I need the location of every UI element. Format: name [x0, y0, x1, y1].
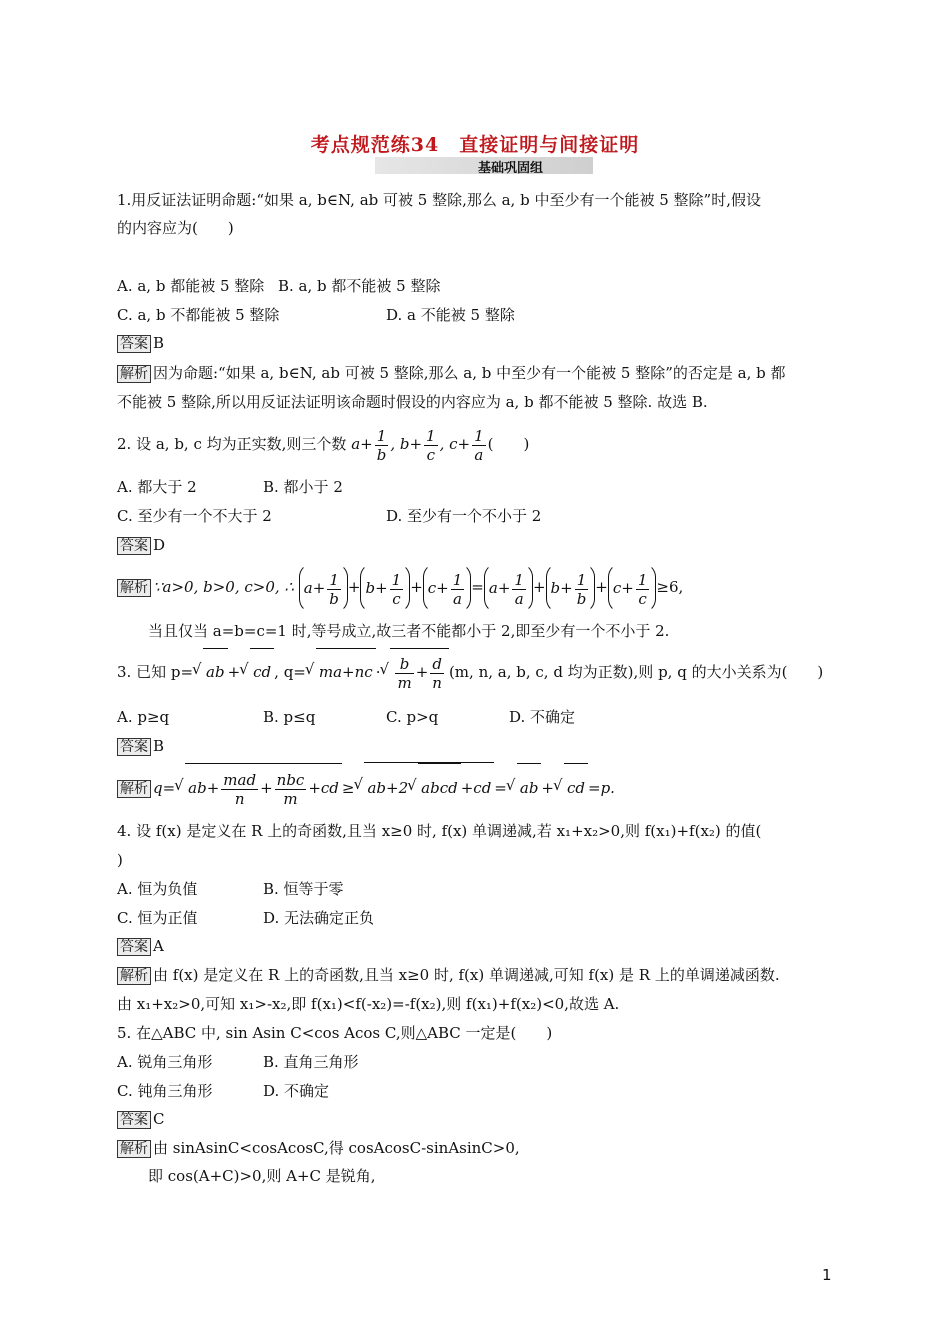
- q2-an-frac2-num: 1: [391, 570, 402, 589]
- q2-an-frac2-den: c: [392, 589, 401, 608]
- page-title: 考点规范练34 直接证明与间接证明: [310, 134, 640, 156]
- q3-frac-b: [395, 655, 413, 692]
- q4-answer: [117, 936, 164, 956]
- q2-an-frac5: [575, 571, 589, 608]
- q5-option-d: D. 不确定: [263, 1082, 330, 1100]
- q3-frac-b-den: m: [397, 673, 412, 692]
- q2-analysis-line2: 当且仅当 a=b=c=1 时,等号成立,故三者不能都小于 2,即至少有一个不小于 2.: [148, 622, 670, 640]
- q5-answer-value: C: [153, 1110, 165, 1128]
- q2-frac3-den: a: [474, 445, 484, 464]
- q2-option-c: C. 至少有一个不大于 2: [117, 507, 272, 525]
- q2-frac3-num: 1: [474, 426, 484, 445]
- q3-analysis: [117, 762, 615, 812]
- analysis-tag: 解析: [117, 579, 151, 597]
- q2-stem-prefix: 2. 设 a, b, c 均为正实数,则三个数: [117, 435, 347, 453]
- q3-an-mid-post: +cd: [460, 779, 492, 797]
- q1-analysis-line2: 不能被 5 整除,所以用反证法证明该命题时假设的内容应为 a, b 都不能被 5 整除. 故选 B.: [117, 393, 708, 411]
- q2-answer-value: D: [153, 536, 166, 554]
- q4-stem-line1: 4. 设 f(x) 是定义在 R 上的奇函数,且当 x≥0 时, f(x) 单调递减,若 x₁+x₂>0,则 f(x₁)+f(x₂) 的值(: [117, 822, 762, 840]
- q3-frac-d-den: n: [432, 673, 442, 692]
- q3-analysis-sqrt-ab: √ ab: [517, 763, 542, 812]
- q2-an-term5: b+: [550, 579, 573, 597]
- q4-answer-value: A: [153, 937, 164, 955]
- q2-analysis-group3: [423, 563, 472, 613]
- q3-an-frac1: [221, 771, 258, 808]
- q3-an-frac2-num: nbc: [276, 770, 305, 789]
- q2-frac2: [424, 427, 438, 464]
- q2-an-frac6-den: c: [638, 589, 647, 608]
- q3-an-mid-pre: ab+2: [367, 779, 409, 797]
- q1-stem-line1: 1.用反证法证明命题:“如果 a, b∈N, ab 可被 5 整除,那么 a, b 中至少有一个能被 5 整除”时,假设: [117, 191, 761, 209]
- q3-sqrt-cd: √ cd: [250, 648, 274, 695]
- q2-frac1-den: b: [376, 445, 387, 464]
- analysis-tag: 解析: [117, 365, 151, 383]
- q3-an-frac1-den: n: [234, 789, 245, 808]
- q3-an-ge: ≥: [341, 779, 355, 797]
- q4-option-d: D. 无法确定正负: [263, 909, 375, 927]
- q2-option-d: D. 至少有一个不小于 2: [386, 507, 542, 525]
- answer-tag: 答案: [117, 537, 151, 555]
- q2-answer: [117, 535, 165, 555]
- q2-an-term3: c+: [427, 579, 449, 597]
- q2-an-frac1-den: b: [329, 589, 339, 608]
- q1-option-a: A. a, b 都能被 5 整除: [117, 277, 265, 295]
- q3-stem: [117, 648, 823, 695]
- q2-frac1: [375, 427, 389, 464]
- q3-sqrt-q: √ ma+nc: [316, 648, 376, 695]
- q1-answer-value: B: [153, 334, 165, 352]
- q2-an-frac1-num: 1: [327, 571, 341, 590]
- q3-an-plus: +: [541, 779, 554, 797]
- q2-an-term1: a+: [303, 579, 326, 597]
- q2-an-frac3-num: 1: [452, 570, 463, 589]
- analysis-tag: 解析: [117, 967, 151, 985]
- q2-an-term6: c+: [612, 579, 634, 597]
- q2-an-frac3-den: a: [453, 589, 462, 608]
- q2-an-frac6: [636, 571, 650, 608]
- q2-term2: , b+: [390, 435, 423, 453]
- q2-stem-suffix: ( ): [487, 435, 530, 453]
- q2-an-term4: a+: [488, 579, 511, 597]
- q2-stem: [117, 424, 529, 464]
- q4-stem-line2: ): [117, 851, 123, 869]
- q3-an-frac2: [275, 771, 307, 808]
- q5-option-a: A. 锐角三角形: [117, 1053, 213, 1071]
- q2-an-frac4-num: 1: [514, 570, 524, 589]
- answer-tag: 答案: [117, 938, 151, 956]
- q2-analysis-group1: [299, 563, 348, 613]
- q5-stem: 5. 在△ABC 中, sin Asin C<cos Acos C,则△ABC 一定是( ): [117, 1024, 553, 1042]
- q2-frac1-num: 1: [375, 427, 389, 446]
- q1-analysis-text1: 因为命题:“如果 a, b∈N, ab 可被 5 整除,那么 a, b 中至少有一个能被 5 整除”的否定是 a, b 都: [153, 364, 786, 382]
- q1-answer: [117, 333, 164, 353]
- q4-option-c: C. 恒为正值: [117, 909, 198, 927]
- page-number: 1: [822, 1266, 832, 1284]
- q2-an-frac2: [390, 571, 404, 608]
- q3-an-end: =p.: [588, 779, 615, 797]
- q3-analysis-sqrt-inner: √ abcd: [418, 763, 461, 812]
- q3-answer: [117, 736, 164, 756]
- q2-frac2-num: 1: [426, 426, 436, 445]
- q2-analysis-line1: 解析 ∵a>0, b>0, c>0, ∴ a+ $\frac{1}{b}$ + b+ $\frac{1}{c}$ + c+ $\frac{1}{a}$ = a+ $\frac{1}{a}$ + b+ $\frac{1}{b}$ + c+ $\frac{1}{c}$ ≥6,: [117, 563, 683, 613]
- q3-an-frac2-den: m: [283, 789, 298, 808]
- q3-sqrt-frac: √ $\frac{b}{m}$ + $\frac{d}{n}$: [390, 648, 448, 695]
- q4-option-a: A. 恒为负值: [117, 880, 198, 898]
- q3-stem-prefix: 3. 已知 p=: [117, 663, 194, 681]
- q3-an-frac1-num: mad: [223, 770, 257, 789]
- q1-analysis-line1: [117, 363, 786, 383]
- q3-an-ab: ab+: [188, 779, 220, 797]
- q2-an-frac3: [451, 571, 465, 608]
- q3-stem-suffix: (m, n, a, b, c, d 均为正数),则 p, q 的大小关系为( ): [448, 663, 824, 681]
- q2-analysis-prefix: ∵a>0, b>0, c>0, ∴: [153, 578, 294, 596]
- q2-an-frac1: [327, 571, 341, 608]
- q3-q-eq: , q=: [274, 663, 306, 681]
- analysis-tag: 解析: [117, 1140, 151, 1158]
- q3-option-d: D. 不确定: [509, 708, 576, 726]
- q3-frac-d: [430, 655, 444, 692]
- q2-option-a: A. 都大于 2: [117, 478, 197, 496]
- q3-frac-b-num: √ b: [395, 655, 413, 674]
- q2-term1: a+: [351, 435, 373, 453]
- q2-analysis-group4: [484, 563, 533, 613]
- q5-option-c: C. 钝角三角形: [117, 1082, 213, 1100]
- q2-frac2-den: c: [426, 445, 435, 464]
- q4-analysis-text1: 由 f(x) 是定义在 R 上的奇函数,且当 x≥0 时, f(x) 单调递减,可知 f(x) 是 R 上的单调递减函数.: [153, 966, 780, 984]
- answer-tag: 答案: [117, 335, 151, 353]
- q3-dot: ·: [375, 663, 381, 681]
- q2-an-frac5-den: b: [576, 589, 587, 608]
- q3-sqrt-ab: √ ab: [203, 648, 228, 695]
- q3-analysis-sqrt1: √ ab+ $\frac{\text{mad}}{n}$ + $\frac{\text{nbc}}{m}$ +cd: [185, 763, 342, 812]
- q4-analysis-line1: [117, 965, 780, 985]
- q2-an-frac4: [512, 571, 526, 608]
- q5-analysis-text1: 由 sinAsinC<cosAcosC,得 cosAcosC-sinAsinC>0,: [153, 1139, 520, 1157]
- q1-option-b: B. a, b 都不能被 5 整除: [278, 277, 441, 295]
- q3-option-c: C. p>q: [386, 708, 439, 726]
- q1-stem-line2: 的内容应为( ): [117, 219, 234, 237]
- q3-frac-d-num: d: [430, 655, 444, 674]
- answer-tag: 答案: [117, 738, 151, 756]
- q2-an-frac6-num: 1: [637, 570, 648, 589]
- q3-analysis-sqrt-cd: √ cd: [564, 763, 588, 812]
- q2-analysis-ge: ≥6,: [656, 578, 684, 596]
- q2-analysis-group5: [546, 563, 596, 613]
- section-subtitle: 基础巩固组: [478, 161, 544, 176]
- q3-plus: +: [227, 663, 241, 681]
- q4-option-b: B. 恒等于零: [263, 880, 344, 898]
- q1-option-d: D. a 不能被 5 整除: [386, 306, 515, 324]
- analysis-tag: 解析: [117, 780, 151, 798]
- q2-option-b: B. 都小于 2: [263, 478, 343, 496]
- q2-an-frac5-num: 1: [575, 571, 589, 590]
- q3-analysis-q: q=: [153, 779, 176, 797]
- answer-tag: 答案: [117, 1111, 151, 1129]
- q5-analysis-line1: [117, 1138, 520, 1158]
- q2-an-term2: b+: [365, 579, 388, 597]
- q2-frac3: [472, 427, 486, 464]
- q1-option-c: C. a, b 不都能被 5 整除: [117, 306, 280, 324]
- q4-analysis-line2: 由 x₁+x₂>0,可知 x₁>-x₂,即 f(x₁)<f(-x₂)=-f(x₂),则 f(x₁)+f(x₂)<0,故选 A.: [117, 995, 620, 1013]
- q3-an-cd: +cd: [308, 779, 339, 797]
- q3-an-eq: =: [494, 779, 507, 797]
- q3-option-b: B. p≤q: [263, 708, 316, 726]
- q5-analysis-line2: 即 cos(A+C)>0,则 A+C 是锐角,: [148, 1167, 376, 1185]
- q3-answer-value: B: [153, 737, 165, 755]
- q2-term3: , c+: [439, 435, 471, 453]
- q2-analysis-group2: [360, 563, 410, 613]
- q2-an-frac4-den: a: [514, 589, 524, 608]
- q5-answer: [117, 1109, 164, 1129]
- q2-analysis-group6: [608, 563, 657, 613]
- q3-analysis-sqrt2: [364, 762, 494, 812]
- q5-option-b: B. 直角三角形: [263, 1053, 359, 1071]
- q3-option-a: A. p≥q: [117, 708, 170, 726]
